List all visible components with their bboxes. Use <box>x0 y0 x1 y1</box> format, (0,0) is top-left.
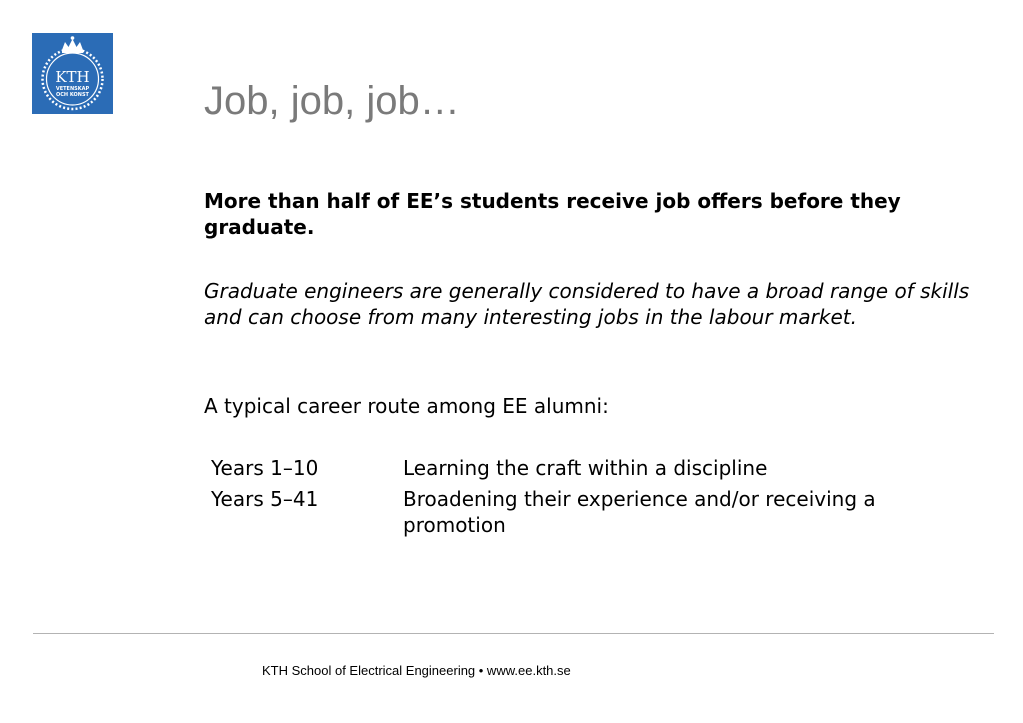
footer-text: KTH School of Electrical Engineering • www.ee.kth.se <box>262 663 571 678</box>
career-years: Years 1–10 <box>211 456 319 480</box>
crown-icon <box>62 36 83 53</box>
career-row <box>211 486 974 538</box>
logo-text-main: KTH <box>55 68 90 86</box>
lead-statement: More than half of EE’s students receive job offers before they graduate. <box>204 189 901 239</box>
career-description: Learning the craft within a discipline <box>403 456 768 480</box>
italic-paragraph: Graduate engineers are generally considered to have a broad range of skills and can choose from many interesting jobs in the labour market. <box>204 279 970 329</box>
logo-text-sub1: VETENSKAP <box>55 86 90 92</box>
slide-title: Job, job, job… <box>204 79 460 123</box>
footer-divider <box>33 633 994 634</box>
kth-seal <box>32 33 113 114</box>
logo-text-sub2: OCH KONST <box>56 92 89 98</box>
career-row <box>211 455 974 481</box>
kth-logo <box>32 33 113 114</box>
career-years: Years 5–41 <box>211 487 319 511</box>
career-intro: A typical career route among EE alumni: <box>204 394 609 418</box>
career-description: Broadening their experience and/or receiving a promotion <box>403 487 876 537</box>
career-route-table <box>211 455 974 543</box>
